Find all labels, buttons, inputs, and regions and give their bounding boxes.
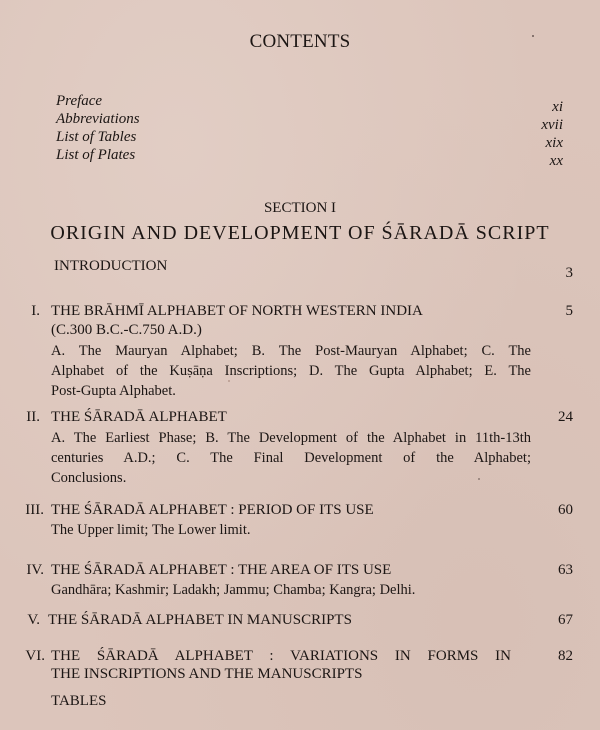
chapter-page: 82 (558, 648, 573, 664)
subtopic-line (51, 381, 531, 401)
front-matter-label: List of Plates (56, 147, 136, 163)
chapter-page: 60 (558, 502, 573, 518)
chapter-title: THE BRĀHMĪ ALPHABET OF NORTH WESTERN INDIA (51, 303, 423, 319)
subtopic-line (51, 580, 531, 600)
chapter-title: THE ŚĀRADĀ ALPHABET (51, 409, 227, 425)
chapter-subtopics (51, 341, 531, 401)
paper-speck (532, 35, 534, 37)
subtopic-line (51, 468, 531, 488)
contents-heading: CONTENTS (249, 31, 351, 52)
front-matter-page: xix (545, 135, 563, 151)
chapter-numeral: III. (25, 502, 44, 518)
chapter-page: 67 (558, 612, 573, 628)
subtopic-line (51, 341, 531, 361)
chapter-subtopics (51, 428, 531, 488)
chapter-subtopics (51, 580, 531, 600)
chapter-title: THE ŚĀRADĀ ALPHABET : PERIOD OF ITS USE (51, 502, 374, 518)
subtopic-line (51, 448, 531, 468)
subtopic-text: Alphabet of the Kuṣāṇa Inscriptions; D. The Gupta Alphabet; E. The (51, 363, 531, 379)
chapter-numeral: I. (31, 303, 40, 319)
subtopic-text: Post-Gupta Alphabet. (51, 383, 176, 399)
subtopic-text: A. The Earliest Phase; B. The Development of the Alphabet in 11th-13th (51, 430, 531, 446)
subtopic-line (51, 428, 531, 448)
front-matter-page: xvii (541, 117, 563, 133)
chapter-title-text: THE ŚĀRADĀ ALPHABET : VARIATIONS IN FORMS IN (51, 648, 511, 664)
front-matter-label: Preface (56, 93, 103, 109)
introduction-page: 3 (565, 265, 573, 281)
chapter-title-line2: THE INSCRIPTIONS AND THE MANUSCRIPTS (51, 666, 363, 682)
subtopic-text: centuries A.D.; C. The Final Development of the Alphabet; (51, 450, 531, 466)
chapter-numeral: II. (26, 409, 40, 425)
chapter-title: THE ŚĀRADĀ ALPHABET IN MANUSCRIPTS (48, 612, 352, 628)
subtopic-text: A. The Mauryan Alphabet; B. The Post-Mauryan Alphabet; C. The (51, 343, 531, 359)
front-matter-page: xi (552, 99, 563, 115)
front-matter-label: Abbreviations (56, 111, 140, 127)
subtopic-text: The Upper limit; The Lower limit. (51, 522, 251, 538)
paper-speck (478, 478, 480, 480)
chapter-page: 63 (558, 562, 573, 578)
chapter-subtopics (51, 520, 531, 540)
chapter-numeral: VI. (25, 648, 45, 664)
subtopic-line (51, 520, 531, 540)
tables-label: TABLES (51, 693, 107, 709)
paper-speck (228, 380, 230, 382)
introduction-label: INTRODUCTION (54, 258, 168, 274)
chapter-page: 5 (565, 303, 573, 319)
front-matter-page: xx (549, 153, 563, 169)
subtopic-line (51, 361, 531, 381)
chapter-numeral: V. (27, 612, 40, 628)
chapter-page: 24 (558, 409, 573, 425)
section-label: SECTION I (263, 200, 337, 216)
section-title: ORIGIN AND DEVELOPMENT OF ŚĀRADĀ SCRIPT (50, 222, 550, 244)
chapter-numeral: IV. (26, 562, 44, 578)
chapter-title (51, 648, 511, 665)
subtopic-text: Conclusions. (51, 470, 127, 486)
chapter-title: THE ŚĀRADĀ ALPHABET : THE AREA OF ITS USE (51, 562, 392, 578)
chapter-title-line2: (C.300 B.C.-C.750 A.D.) (51, 322, 202, 338)
front-matter-label: List of Tables (56, 129, 137, 145)
subtopic-text: Gandhāra; Kashmir; Ladakh; Jammu; Chamba; Kangra; Delhi. (51, 582, 416, 598)
